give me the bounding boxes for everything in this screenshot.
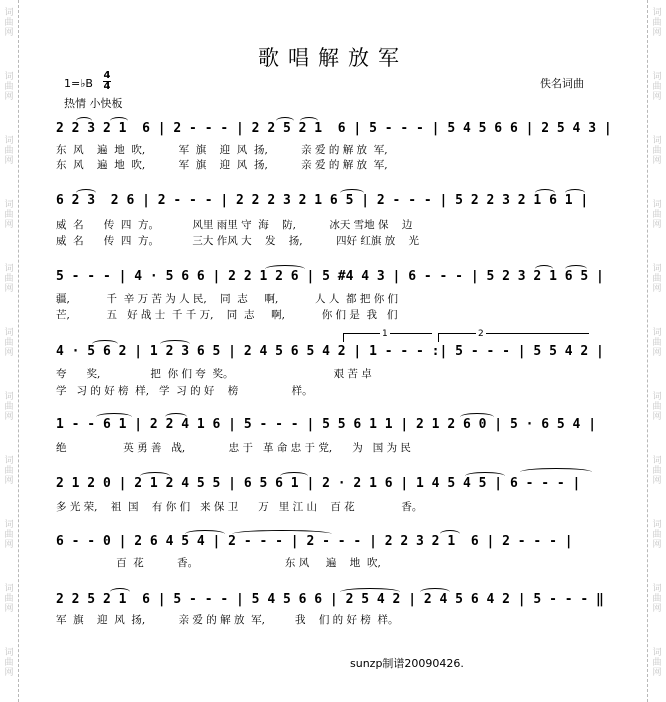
slur-mark (140, 472, 170, 480)
slur-mark (276, 117, 294, 125)
lyric-line-8: 军 旗 迎 风 扬, 亲 爱 的 解 放 军, 我 们 的 好 榜 样。 (56, 614, 399, 626)
watermark-text: 词 曲 网 (4, 200, 14, 230)
slur-mark (96, 413, 132, 421)
watermark-text: 词 曲 网 (4, 392, 14, 422)
notation-line-2: 6 2 3 2 6 | 2 - - - | 2 2 2 3 2 1 6 5 | 2 - - - | 5 2 2 3 2 1 6 1 | (56, 193, 589, 208)
watermark-text: 词 曲 网 (652, 520, 662, 550)
tie-mark (232, 530, 332, 538)
watermark-text: 词 曲 网 (652, 392, 662, 422)
slur-mark (460, 413, 494, 421)
watermark-text: 词 曲 网 (4, 520, 14, 550)
lyric-line-3b: 芒, 五 好 战 士 千 千 万, 同 志 啊, 你 们 是 我 们 (56, 309, 398, 321)
notation-line-7: 6 - - 0 | 2 6 4 5 4 | 2 - - - | 2 - - - | 2 2 3 2 1 6 | 2 - - - | (56, 534, 573, 549)
watermark-text: 词 曲 网 (652, 136, 662, 166)
lyric-line-3a: 疆, 千 辛 万 苦 为 人 民, 同 志 啊, 人 人 都 把 你 们 (56, 293, 399, 305)
lyric-line-6: 多 光 荣, 祖 国 有 你 们 来 保 卫 万 里 江 山 百 花 香。 (56, 501, 423, 513)
watermark-text: 词 曲 网 (4, 456, 14, 486)
watermark-text: 词 曲 网 (4, 8, 14, 38)
watermark-text: 词 曲 网 (652, 72, 662, 102)
slur-mark (535, 265, 553, 273)
slur-mark (76, 117, 92, 125)
watermark-text: 词 曲 网 (652, 584, 662, 614)
watermark-text: 词 曲 网 (4, 648, 14, 678)
lyric-line-2a: 威 名 传 四 方。 风里 雨里 守 海 防, 冰天 雪地 保 边 (56, 219, 413, 231)
author-credit: 佚名词曲 (540, 77, 584, 90)
slur-mark (280, 472, 308, 480)
notation-line-5: 1 - - 6 1 | 2 2 4 1 6 | 5 - - - | 5 5 6 1 1 | 2 1 2 6 0 | 5 · 6 5 4 | (56, 417, 597, 432)
slur-mark (165, 413, 187, 421)
lyric-line-1b: 东 风 遍 地 吹, 军 旗 迎 风 扬, 亲 爱 的 解 放 军, (56, 159, 388, 171)
watermark-text: 词 曲 网 (4, 264, 14, 294)
slur-mark (535, 189, 555, 197)
tempo-marking: 热情 小快板 (64, 97, 123, 110)
notation-line-3: 5 - - - | 4 · 5 6 6 | 2 2 1 2 6 | 5 #4 4 3 | 6 - - - | 5 2 3 2 1 6 5 | (56, 269, 604, 284)
watermark-text: 词 曲 网 (4, 136, 14, 166)
watermark-text: 词 曲 网 (4, 328, 14, 358)
slur-mark (265, 265, 305, 273)
slur-mark (340, 588, 400, 596)
watermark-text: 词 曲 网 (652, 648, 662, 678)
slur-mark (160, 340, 190, 348)
watermark-text: 词 曲 网 (652, 264, 662, 294)
lyric-line-4a: 夸 奖, 把 你 们 夸 奖。 艰 苦 卓 (56, 368, 372, 380)
song-title: 歌唱解放军 (258, 46, 408, 70)
slur-mark (565, 189, 585, 197)
watermark-text: 词 曲 网 (652, 200, 662, 230)
transcriber-credit: sunzp制谱20090426. (350, 657, 464, 670)
slur-mark (76, 189, 96, 197)
slur-mark (110, 117, 128, 125)
lyric-line-1a: 东 风 遍 地 吹, 军 旗 迎 风 扬, 亲 爱 的 解 放 军, (56, 144, 388, 156)
time-signature-top: 4 (103, 70, 111, 81)
watermark-text: 词 曲 网 (652, 8, 662, 38)
slur-mark (92, 340, 118, 348)
lyric-line-2b: 威 名 传 四 方。 三大 作风 大 发 扬, 四好 红旗 放 光 (56, 235, 420, 247)
time-signature (103, 71, 111, 92)
lyric-line-4b: 学 习 的 好 榜 样, 学 习 的 好 榜 样。 (56, 385, 313, 397)
slur-mark (300, 117, 318, 125)
notation-line-4: 4 · 5 6 2 | 1 2 3 6 5 | 2 4 5 6 5 4 2 | 1 - - - :| 5 - - - | 5 5 4 2 | (56, 344, 604, 359)
slur-mark (185, 530, 225, 538)
key-signature: 1=♭B (64, 77, 93, 90)
watermark-text: 词 曲 网 (652, 328, 662, 358)
slur-mark (420, 588, 450, 596)
lyric-line-7: 百 花 香。 东 风 遍 地 吹, (56, 557, 381, 569)
slur-mark (340, 189, 364, 197)
watermark-text: 词 曲 网 (4, 72, 14, 102)
watermark-text: 词 曲 网 (652, 456, 662, 486)
slur-mark (440, 530, 460, 538)
second-ending-number: 2 (478, 329, 484, 339)
watermark-text: 词 曲 网 (4, 584, 14, 614)
second-ending-bracket (438, 333, 589, 342)
lyric-line-5: 绝 英 勇 善 战, 忠 于 革 命 忠 于 党, 为 国 为 民 (56, 442, 411, 454)
slur-mark (110, 588, 130, 596)
first-ending-number: 1 (382, 329, 388, 339)
time-signature-bottom: 4 (103, 81, 111, 92)
tie-mark (520, 468, 592, 476)
notation-line-6: 2 1 2 0 | 2 1 2 4 5 5 | 6 5 6 1 | 2 · 2 1 6 | 1 4 5 4 5 | 6 - - - | (56, 476, 581, 491)
slur-mark (565, 265, 587, 273)
notation-line-1: 2 2 3 2 1 6 | 2 - - - | 2 2 5 2 1 6 | 5 - - - | 5 4 5 6 6 | 2 5 4 3 | (56, 121, 612, 136)
notation-line-8: 2 2 5 2 1 6 | 5 - - - | 5 4 5 6 6 | 2 5 4 2 | 2 4 5 6 4 2 | 5 - - - ‖ (56, 592, 604, 607)
slur-mark (465, 472, 505, 480)
